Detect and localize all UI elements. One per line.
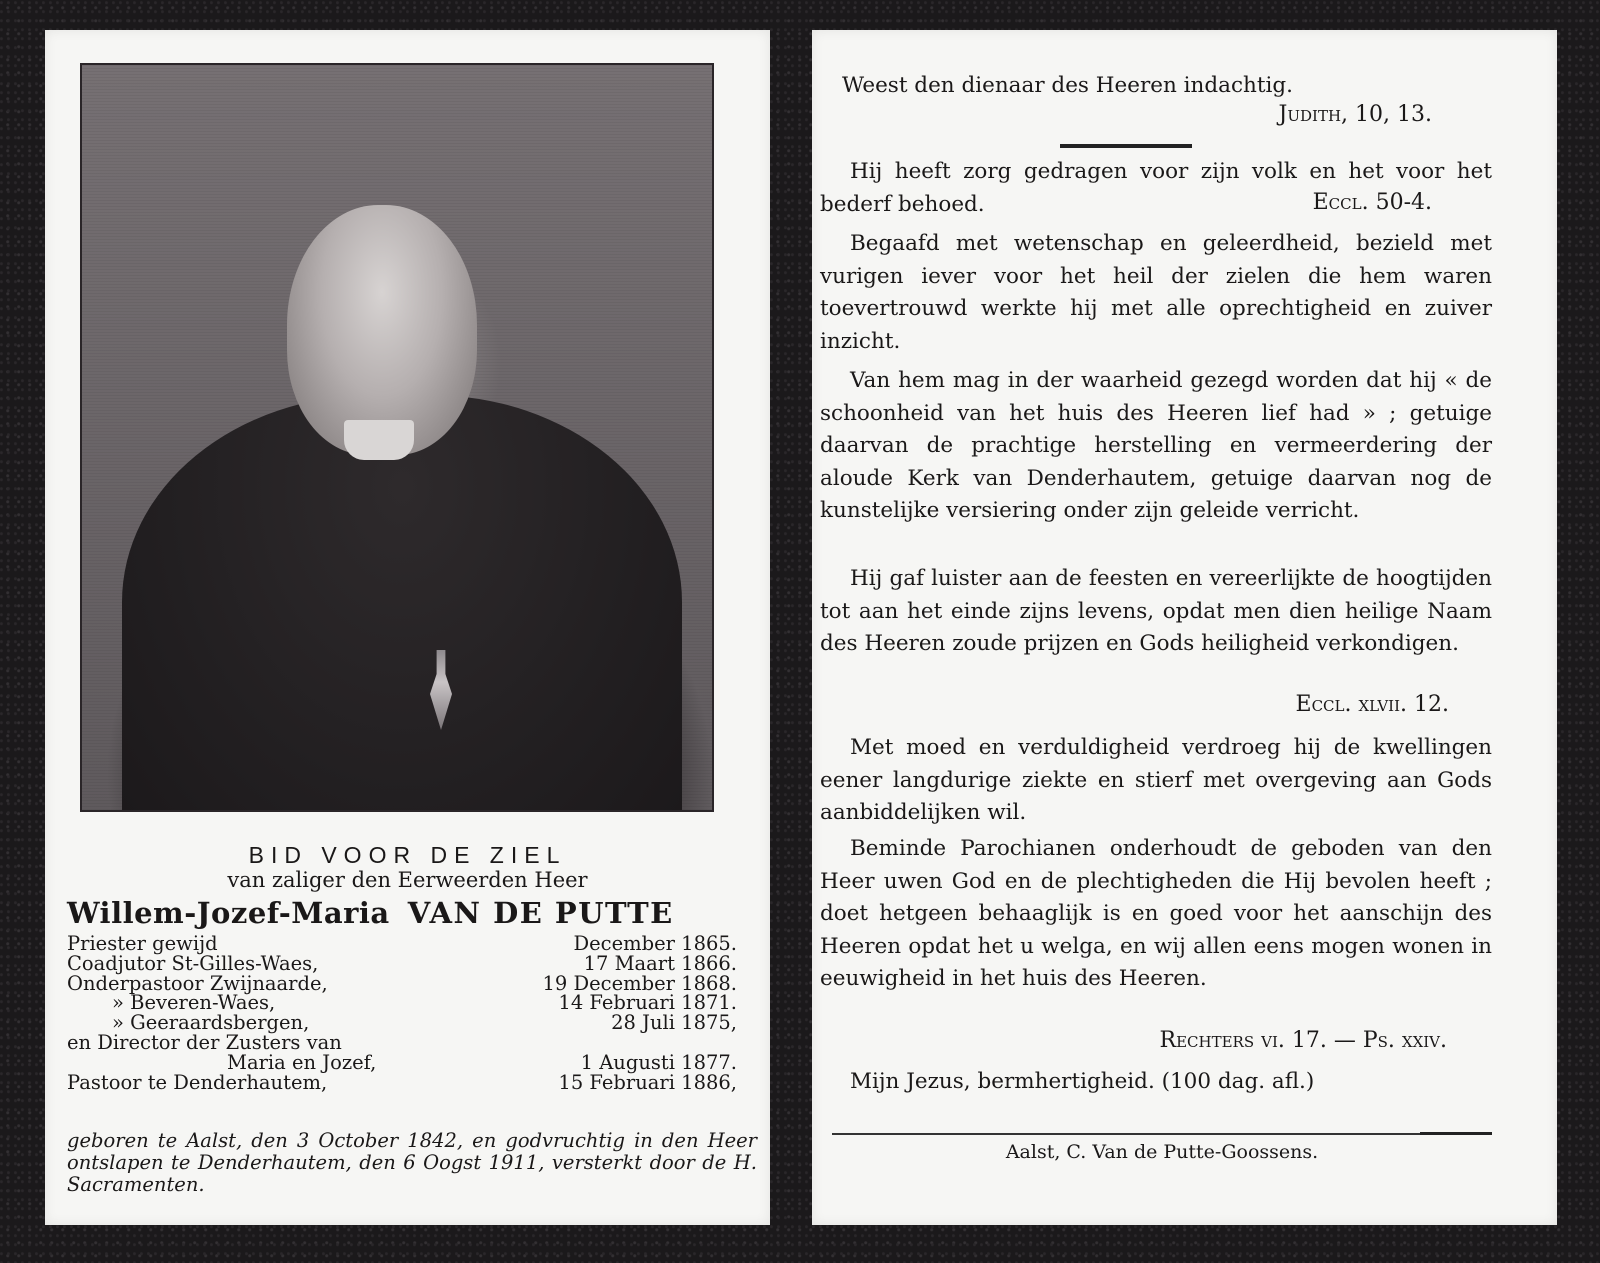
career-date: 19 December 1868. <box>542 971 737 995</box>
career-date: 1 Augusti 1877. <box>580 1050 737 1074</box>
printer-imprint: Aalst, C. Van de Putte-Goossens. <box>1005 1141 1319 1163</box>
career-date: 28 Juli 1875, <box>611 1011 737 1035</box>
career-date: 15 Februari 1886, <box>558 1070 737 1094</box>
career-position: Onderpastoor Zwijnaarde, <box>67 971 328 995</box>
right-panel <box>812 30 1557 1225</box>
portrait-head <box>287 205 477 455</box>
paragraph-6-reference: Rechters vi. 17. — Ps. xxiv. <box>1159 1028 1447 1053</box>
career-row <box>67 1013 737 1033</box>
given-names: Willem-Jozef-Maria <box>67 896 390 930</box>
left-panel <box>45 30 770 1225</box>
career-row <box>67 1050 737 1074</box>
portrait-photo <box>80 63 714 812</box>
career-position: en Director der Zusters van <box>67 1030 342 1054</box>
paragraph-1-reference: Eccl. 50-4. <box>1312 190 1432 215</box>
honorific-line: van zaliger den Eerweerden Heer <box>227 868 588 892</box>
career-position: » Geeraardsbergen, <box>112 1011 310 1035</box>
biography: geboren te Aalst, den 3 October 1842, en godvruchtig in den Heer ontslapen te Denderhautem, den 6 Oogst 1911, versterkt door de H. Sacramenten. <box>67 1129 757 1196</box>
career-list <box>67 934 737 1092</box>
paragraph-1-text: Hij heeft zorg gedragen voor zijn volk en het voor het bederf behoed. <box>820 159 1492 217</box>
career-date: 14 Februari 1871. <box>558 991 737 1015</box>
footer-rule <box>832 1133 1492 1135</box>
deceased-name <box>67 896 757 930</box>
paragraph-4-reference: Eccl. xlvii. 12. <box>1295 692 1449 717</box>
paragraph-3-text: Van hem mag in der waarheid gezegd worden dat hij « de schoonheid van het huis des Heeren lief had » ; getuige daarvan de prachtige herstelling en vermeerdering der aloude Kerk van Denderhautem, getuige daarvan nog de kunstelijke versiering onder zijn geleide verricht. <box>820 368 1492 523</box>
career-position: Maria en Jozef, <box>227 1050 377 1074</box>
career-row <box>67 1030 737 1054</box>
career-position: » Beveren-Waes, <box>112 991 276 1015</box>
paragraph-5 <box>820 732 1492 830</box>
prayer-heading: BID VOOR DE ZIEL <box>248 842 567 868</box>
divider <box>1060 144 1192 148</box>
career-row <box>67 934 737 954</box>
epigraph-reference: Judith, 10, 13. <box>1278 102 1432 127</box>
paragraph-4 <box>820 563 1492 661</box>
epigraph: Weest den dienaar des Heeren indachtig. <box>842 73 1293 98</box>
surname: VAN DE PUTTE <box>407 896 674 930</box>
career-position: Priester gewijd <box>67 932 218 955</box>
roman-collar <box>344 420 414 460</box>
career-row <box>67 951 737 975</box>
paragraph-2 <box>820 228 1492 358</box>
career-date: December 1865. <box>573 932 737 955</box>
career-position: Coadjutor St-Gilles-Waes, <box>67 951 319 975</box>
paragraph-2-text: Begaafd met wetenschap en geleerdheid, bezield met vurigen iever voor het heil der zielen die hem waren toevertrouwd werkte hij met alle oprechtigheid en zuiver inzicht. <box>820 231 1492 354</box>
career-row <box>67 1070 737 1094</box>
career-position: Pastoor te Denderhautem, <box>67 1070 328 1094</box>
indulgence-prayer: Mijn Jezus, bermhertigheid. (100 dag. afl.) <box>850 1069 1315 1094</box>
paragraph-4-text: Hij gaf luister aan de feesten en vereerlijkte de hoogtijden tot aan het einde zijns levens, opdat men dien heilige Naam des Heeren zoude prijzen en Gods heiligheid verkondigen. <box>820 566 1492 656</box>
career-date: 17 Maart 1866. <box>583 951 737 975</box>
paragraph-6 <box>820 833 1492 996</box>
paragraph-3 <box>820 365 1492 528</box>
paragraph-6-text: Beminde Parochianen onderhoudt de geboden van den Heer uwen God en de plechtigheden die Hij bevolen heeft ; doet hetgeen behaaglijk is en goed voor het aanschijn des Heeren opdat het u welga, en wij allen eens mogen wonen in eeuwigheid in het huis des Heeren. <box>820 836 1492 991</box>
paragraph-5-text: Met moed en verduldigheid verdroeg hij de kwellingen eener langdurige ziekte en stierf met overgeving aan Gods aanbiddelijken wil. <box>820 735 1492 825</box>
